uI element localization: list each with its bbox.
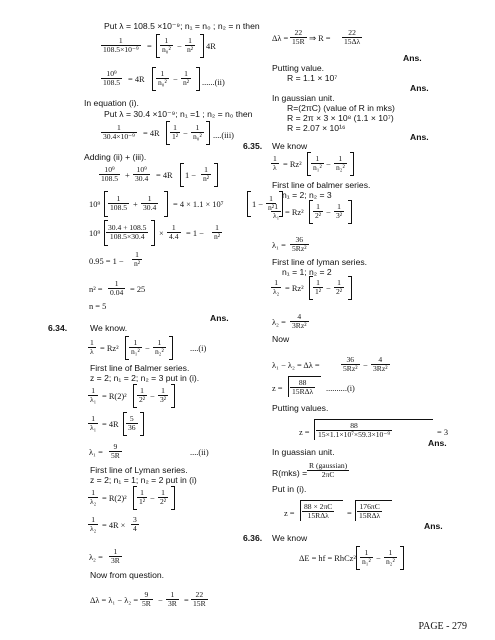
problem-number: 6.36.	[243, 533, 263, 543]
page-number: PAGE - 279	[418, 621, 467, 632]
answer-marker: Ans.	[424, 521, 443, 531]
answer-marker: Ans.	[210, 313, 229, 323]
answer-marker: Ans.	[403, 53, 422, 63]
fraction: $\frac{1}{\text{108.5×10⁻⁹}}$	[103, 36, 139, 54]
answer-marker: Ans.	[410, 132, 429, 142]
text-line: Put λ = 108.5 ×10⁻⁹; n₁ = n₀ ; n₂ = n then	[104, 21, 260, 31]
problem-number: 6.35.	[243, 141, 263, 151]
answer-marker: Ans.	[428, 438, 447, 448]
answer-marker: Ans.	[410, 83, 429, 93]
problem-number: 6.34.	[48, 323, 68, 333]
